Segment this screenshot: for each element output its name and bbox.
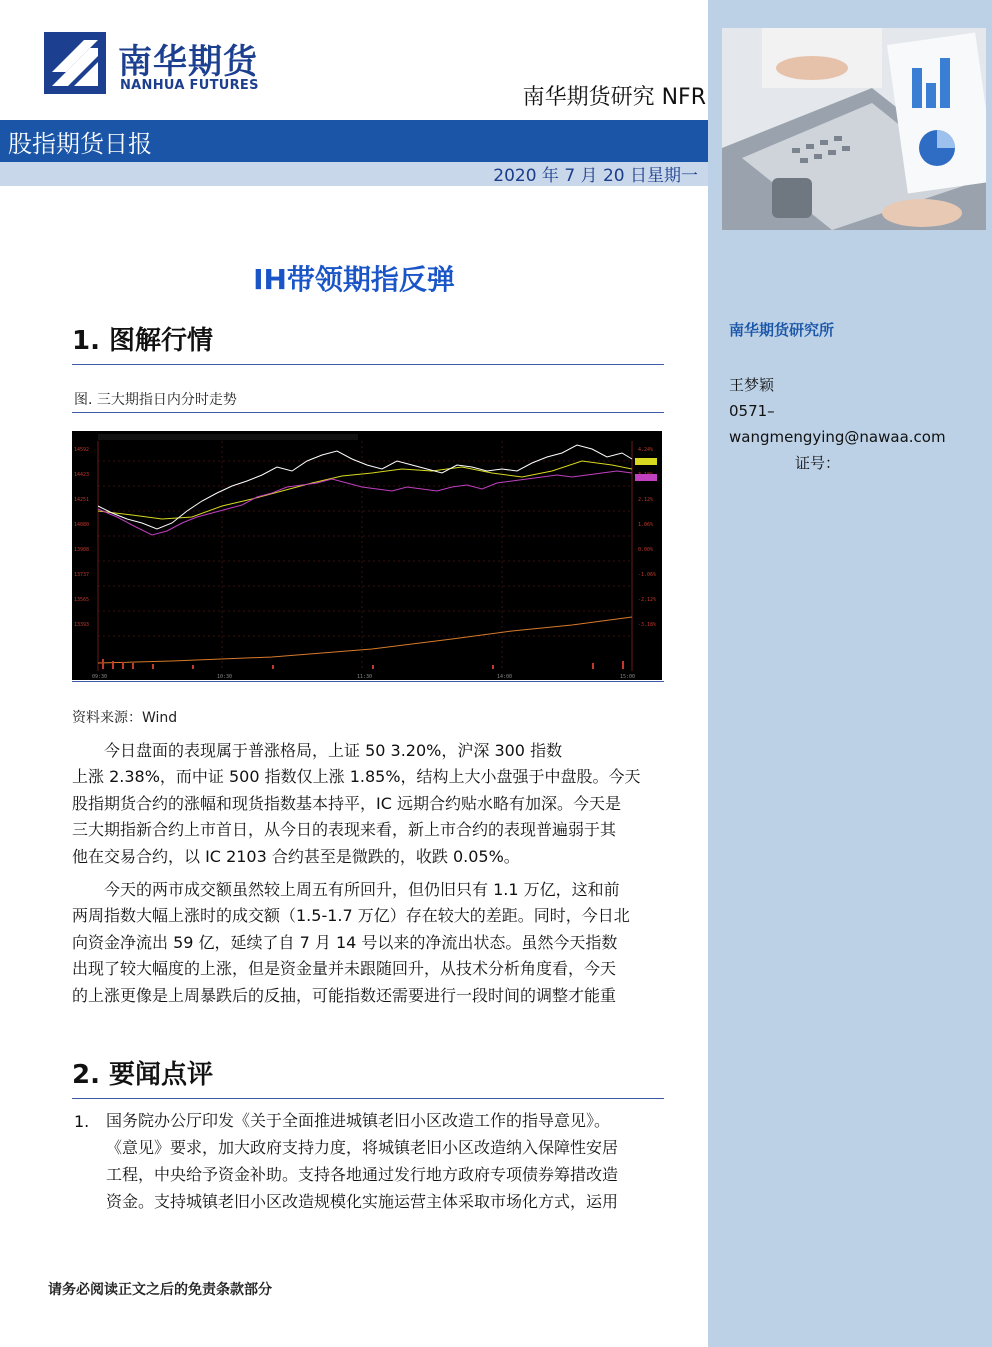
svg-text:09:30: 09:30 xyxy=(92,674,108,680)
figure-rule-top xyxy=(72,412,664,413)
svg-text:15:00: 15:00 xyxy=(620,674,636,680)
svg-text:14080: 14080 xyxy=(74,522,90,528)
paragraph-line: 两周指数大幅上涨时的成交额（1.5-1.7 万亿）存在较大的差距。同时，今日北 xyxy=(72,906,630,926)
list-item-line: 资金。支持城镇老旧小区改造规模化实施运营主体采取市场化方式，运用 xyxy=(106,1192,619,1211)
paragraph-line: 今天的两市成交额虽然较上周五有所回升，但仍旧只有 1.1 万亿，这和前 xyxy=(104,880,620,899)
list-item-number: 1. xyxy=(74,1112,90,1131)
author-cert: 证号： xyxy=(795,454,841,472)
svg-text:-2.12%: -2.12% xyxy=(638,597,657,603)
paragraph-line: 三大期指新合约上市首日，从今日的表现来看，新上市合约的表现普遍弱于其 xyxy=(72,820,617,840)
author-name: 王梦颖 xyxy=(729,376,775,394)
author-block xyxy=(729,372,946,476)
nanhua-logo xyxy=(44,32,284,98)
cover-photo xyxy=(722,28,986,230)
report-title: IH带领期指反弹 xyxy=(253,263,455,296)
logo-text-cn: 南华期货 xyxy=(118,42,258,82)
svg-text:-3.18%: -3.18% xyxy=(638,622,657,628)
svg-text:-1.06%: -1.06% xyxy=(638,572,657,578)
report-date: 2020 年 7 月 20 日星期一 xyxy=(493,166,698,186)
svg-text:4.24%: 4.24% xyxy=(638,447,654,453)
paragraph-line: 今日盘面的表现属于普涨格局，上证 50 3.20%，沪深 300 指数 xyxy=(104,741,563,760)
svg-text:14:00: 14:00 xyxy=(497,674,513,680)
logo-text-en: NANHUA FUTURES xyxy=(120,78,259,93)
svg-text:13908: 13908 xyxy=(74,547,90,553)
nanhua-logo-icon xyxy=(44,32,106,94)
list-item-line: 工程，中央给予资金补助。支持各地通过发行地方政府专项债券筹措改造 xyxy=(106,1165,619,1184)
author-email[interactable]: wangmengying@nawaa.com xyxy=(729,428,946,446)
paragraph-1 xyxy=(72,738,664,870)
svg-text:11:30: 11:30 xyxy=(357,674,373,680)
paragraph-line: 他在交易合约，以 IC 2103 合约甚至是微跌的，收跌 0.05%。 xyxy=(72,846,520,866)
svg-text:13737: 13737 xyxy=(74,572,90,578)
research-tag: 南华期货研究 NFR xyxy=(522,85,706,110)
figure-rule-bottom xyxy=(72,681,664,682)
list-item xyxy=(106,1107,666,1215)
intraday-chart xyxy=(72,431,662,680)
svg-text:2.12%: 2.12% xyxy=(638,497,654,503)
figure-source: 资料来源：Wind xyxy=(72,710,178,726)
svg-text:14251: 14251 xyxy=(74,497,90,503)
section-rule-2 xyxy=(72,1098,664,1099)
author-phone: 0571– xyxy=(729,402,775,420)
section-rule-1 xyxy=(72,364,664,365)
list-item-line: 国务院办公厅印发《关于全面推进城镇老旧小区改造工作的指导意见》。 xyxy=(106,1111,611,1130)
disclaimer-footer: 请务必阅读正文之后的免责条款部分 xyxy=(48,1282,272,1298)
svg-text:13393: 13393 xyxy=(74,622,90,628)
paragraph-line: 向资金净流出 59 亿，延续了自 7 月 14 号以来的净流出状态。虽然今天指数 xyxy=(72,932,618,952)
figure-caption: 图. 三大期指日内分时走势 xyxy=(74,392,237,408)
paragraph-line: 的上涨更像是上周暴跌后的反抽，可能指数还需要进行一段时间的调整才能重 xyxy=(72,985,617,1005)
paragraph-2 xyxy=(72,877,664,1009)
paragraph-line: 上涨 2.38%，而中证 500 指数仅上涨 1.85%，结构上大小盘强于中盘股。今天 xyxy=(72,767,641,787)
svg-text:14423: 14423 xyxy=(74,472,90,478)
section-heading-1: 1. 图解行情 xyxy=(72,326,214,356)
svg-text:14592: 14592 xyxy=(74,447,90,453)
paragraph-line: 股指期货合约的涨幅和现货指数基本持平，IC 远期合约贴水略有加深。今天是 xyxy=(72,793,621,813)
svg-text:1.06%: 1.06% xyxy=(638,522,654,528)
svg-text:13565: 13565 xyxy=(74,597,90,603)
svg-text:10:30: 10:30 xyxy=(217,674,233,680)
svg-text:0.00%: 0.00% xyxy=(638,547,654,553)
report-type: 股指期货日报 xyxy=(8,130,152,158)
section-heading-2: 2. 要闻点评 xyxy=(72,1060,214,1090)
institute-name: 南华期货研究所 xyxy=(729,321,835,339)
list-item-line: 《意见》要求，加大政府支持力度，将城镇老旧小区改造纳入保障性安居 xyxy=(106,1138,619,1157)
paragraph-line: 出现了较大幅度的上涨，但是资金量并未跟随回升，从技术分析角度看，今天 xyxy=(72,959,617,979)
